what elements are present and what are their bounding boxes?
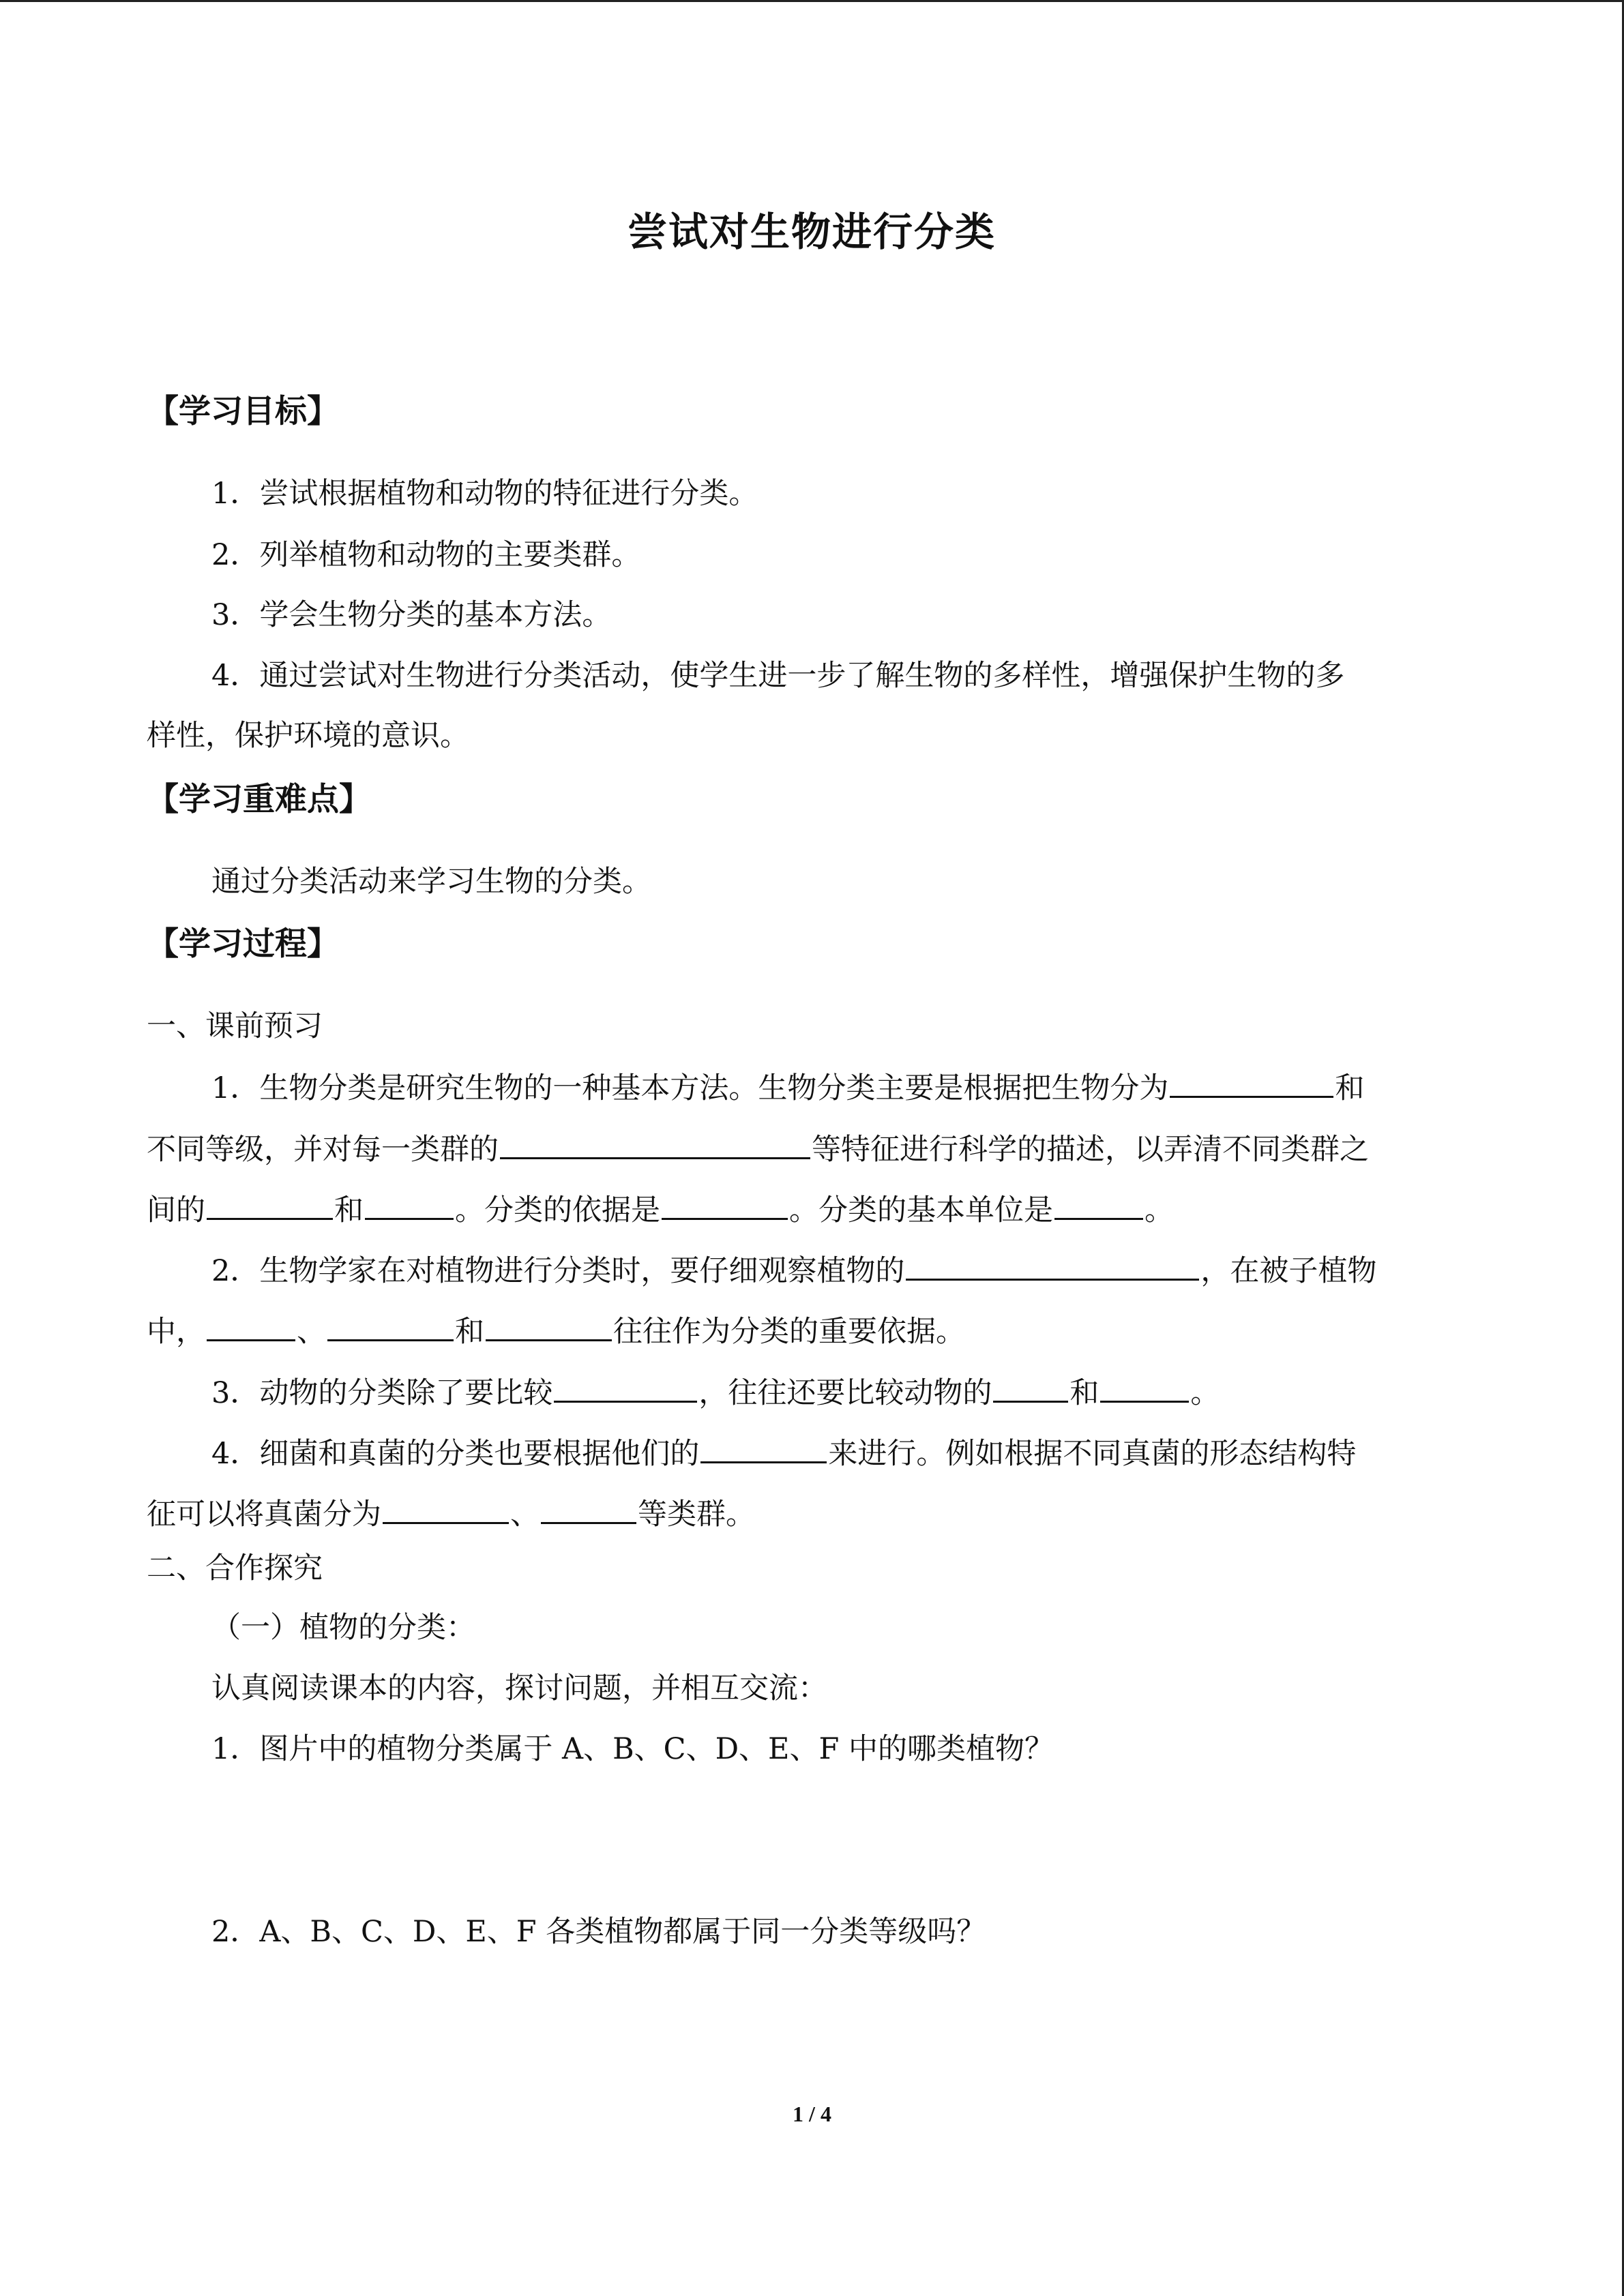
objective-item: 4．通过尝试对生物进行分类活动，使学生进一步了解生物的多样性，增强保护生物的多 xyxy=(211,659,1345,693)
key-points-heading: 【学习重难点】 xyxy=(147,781,371,818)
answer-blank[interactable] xyxy=(327,1309,454,1341)
answer-blank[interactable] xyxy=(662,1188,788,1220)
answer-blank[interactable] xyxy=(207,1188,333,1220)
answer-blank[interactable] xyxy=(486,1309,612,1341)
preview-question-1-cont: 间的 和 。分类的依据是 。分类的基本单位是 。 xyxy=(147,1188,1174,1231)
preview-question-2: 2．生物学家在对植物进行分类时，要仔细观察植物的 ，在被子植物 xyxy=(211,1249,1376,1292)
answer-blank[interactable] xyxy=(207,1309,295,1341)
inquiry-question-1: 1．图片中的植物分类属于 A、B、C、D、E、F 中的哪类植物？ xyxy=(211,1732,1054,1766)
preview-question-4: 4．细菌和真菌的分类也要根据他们的 来进行。例如根据不同真菌的形态结构特 xyxy=(211,1431,1356,1474)
process-heading: 【学习过程】 xyxy=(147,925,339,963)
inquiry-intro: 认真阅读课本的内容，探讨问题，并相互交流： xyxy=(211,1671,827,1705)
answer-blank[interactable] xyxy=(700,1431,827,1463)
preview-label: 一、课前预习 xyxy=(147,1009,323,1043)
answer-blank[interactable] xyxy=(554,1371,697,1403)
preview-question-1-cont: 不同等级，并对每一类群的 等特征进行科学的描述，以弄清不同类群之 xyxy=(147,1127,1369,1170)
key-points-text: 通过分类活动来学习生物的分类。 xyxy=(211,865,651,899)
preview-question-1: 1．生物分类是研究生物的一种基本方法。生物分类主要是根据把生物分为 和 xyxy=(211,1066,1364,1109)
objective-item: 样性，保护环境的意识。 xyxy=(147,719,469,753)
answer-blank[interactable] xyxy=(541,1492,636,1524)
preview-question-2-cont: 中， 、 和 往往作为分类的重要依据。 xyxy=(147,1309,965,1352)
inquiry-label: 二、合作探究 xyxy=(147,1551,323,1585)
answer-blank[interactable] xyxy=(1170,1066,1333,1098)
objective-item: 1．尝试根据植物和动物的特征进行分类。 xyxy=(211,477,758,511)
answer-blank[interactable] xyxy=(1054,1188,1143,1220)
page-title: 尝试对生物进行分类 xyxy=(627,209,996,255)
inquiry-question-2: 2．A、B、C、D、E、F 各类植物都属于同一分类等级吗？ xyxy=(211,1915,986,1949)
objective-item: 3．学会生物分类的基本方法。 xyxy=(211,598,612,632)
answer-blank[interactable] xyxy=(365,1188,454,1220)
objective-item: 2．列举植物和动物的主要类群。 xyxy=(211,538,641,572)
answer-blank[interactable] xyxy=(383,1492,509,1524)
answer-blank[interactable] xyxy=(500,1127,810,1159)
objectives-heading: 【学习目标】 xyxy=(147,393,339,430)
inquiry-subheading: （一）植物的分类： xyxy=(211,1611,475,1645)
preview-question-3: 3．动物的分类除了要比较 ，往往还要比较动物的 和 。 xyxy=(211,1371,1220,1414)
answer-blank[interactable] xyxy=(1100,1371,1189,1403)
answer-blank[interactable] xyxy=(906,1249,1199,1281)
page-number: 1 / 4 xyxy=(793,2102,831,2126)
answer-blank[interactable] xyxy=(993,1371,1068,1403)
preview-question-4-cont: 征可以将真菌分为 、 等类群。 xyxy=(147,1492,755,1535)
